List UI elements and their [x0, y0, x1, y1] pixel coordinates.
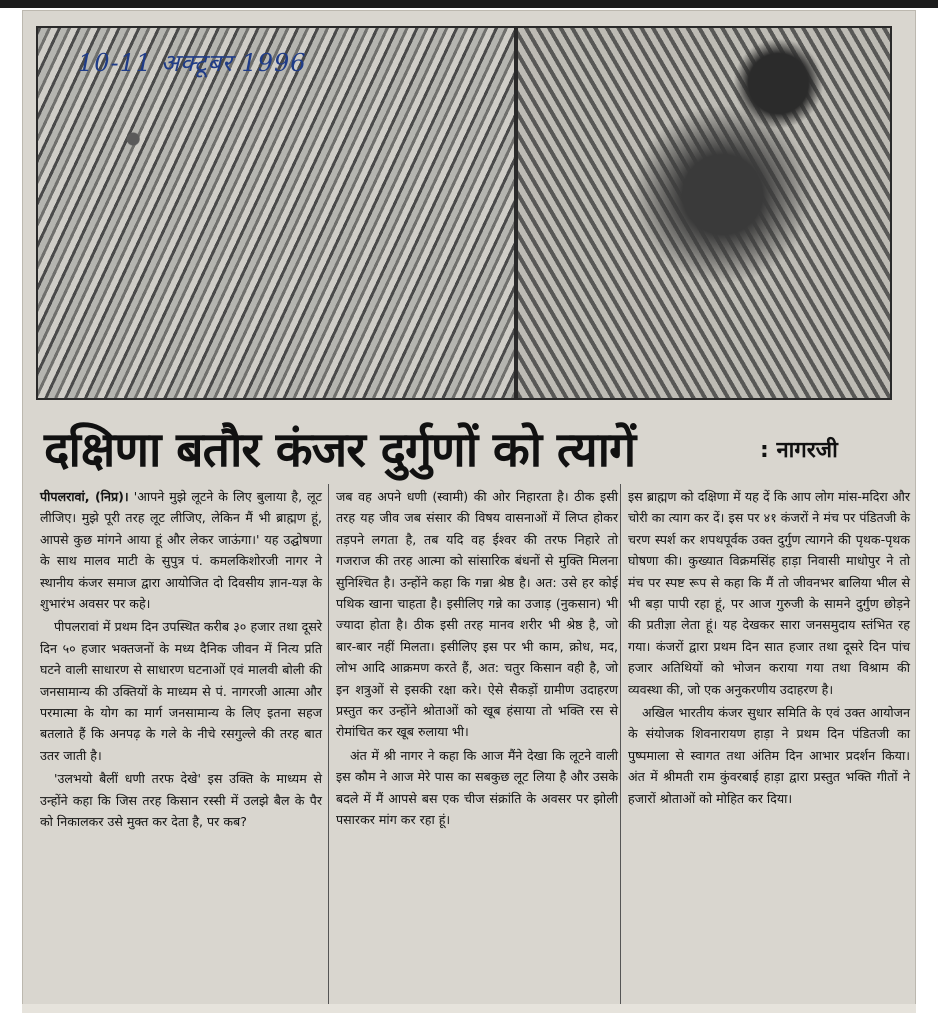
paragraph [40, 486, 322, 614]
newspaper-clipping [22, 10, 916, 1013]
paragraph: इस ब्राह्मण को दक्षिणा में यह दें कि आप लोग मांस-मदिरा और चोरी का त्याग कर दें। इस पर ४१ कंजरों ने मंच पर पंडितजी के चरण स्पर्श कर शपथपूर्वक उक्त दुर्गुण त्यागने की पृथक-पृथक घोषणा की। कुख्यात विक्रमसिंह हाड़ा निवासी माधोपुर ने तो मंच पर स्पष्ट रूप से कहा कि मैं तो जीवनभर बालिया भील से भी बड़ा पापी रहा हूं, पर आज गुरुजी के सामने दुर्गुण छोड़ने की प्रतीज्ञा लेता हूं। यह देखकर सारा जनसमुदाय स्तंभित रह गया। कंजरों द्वारा प्रथम दिन सात हजार तथा दूसरे दिन पांच हजार अतिथियों को भोजन कराया गया तथा विश्राम की व्यवस्था की, जो एक अनुकरणीय उदाहरण है। [628, 489, 910, 697]
speaker-photo [516, 26, 892, 400]
headline: दक्षिणा बतौर कंजर दुर्गुणों को त्यागें [44, 422, 636, 478]
paragraph: 'उलभयो बैलीं धणी तरफ देखे' इस उक्ति के माध्यम से उन्होंने कहा कि जिस तरह किसान रस्सी में उलझे बैल के पैर को निकालकर उसे मुक्त कर देता है, पर कब? [40, 771, 322, 830]
dateline: पीपलरावां, (निप्र)। [40, 489, 129, 504]
column-divider [328, 484, 329, 1004]
article-column-2 [336, 486, 618, 833]
paragraph: अंत में श्री नागर ने कहा कि आज मैंने देखा कि लूटने वाली इस कौम ने आज मेरे पास का सबकुछ लूट लिया है और उसके बदले में मैं आपसे बस एक चीज संक्रांति के अवसर पर झोली पसारकर मांग कर रहा हूं। [336, 747, 618, 828]
crowd-photo [36, 26, 516, 400]
byline: : नागरजी [760, 438, 838, 463]
article-column-3 [628, 486, 910, 811]
paragraph-text: 'आपने मुझे लूटने के लिए बुलाया है, लूट लीजिए। मुझे पूरी तरह लूट लीजिए, लेकिन मैं भी ब्राह्मण हूं, आपसे कुछ मांगने आया हूं और लेकर जाऊंगा।' यह उद्घोषणा के साथ मालव माटी के सुपुत्र पं. कमलकिशोरजी नागर ने स्थानीय कंजर समाज द्वारा आयोजित दो दिवसीय ज्ञान-यज्ञ के शुभारंभ अवसर पर कहे। [40, 489, 323, 612]
paragraph: अखिल भारतीय कंजर सुधार समिति के एवं उक्त आयोजन के संयोजक शिवनारायण हाड़ा ने प्रथम दिन पंडितजी का पुष्पमाला से स्वागत तथा अंतिम दिन आभार प्रदर्शन किया। अंत में श्रीमती राम कुंवरबाई हाड़ा द्वारा प्रस्तुत भक्ति गीतों ने हजारों श्रोताओं को मोहित कर दिया। [628, 705, 910, 806]
scan-top-edge [0, 0, 938, 8]
clipping-bottom-edge [22, 1004, 916, 1013]
paragraph: पीपलरावां में प्रथम दिन उपस्थित करीब ३० हजार तथा दूसरे दिन ५० हजार भक्तजनों के मध्य दैनिक जीवन में नित्य प्रति घटने वाली साधारण से साधारण घटनाओं एवं मालवी बोली की जनसामान्य की उक्तियों के माध्यम से पं. नागरजी आत्मा और परमात्मा के योग का मार्ग जनसामान्य के लिए इतना सहज बतलाते हैं कि अनपढ़ के गले के नीचे रसगुल्ले की तरह बात उतर जाती है। [40, 619, 322, 763]
handwritten-date: 10-11 अक्टूबर 1996 [78, 49, 307, 77]
column-divider [620, 484, 621, 1004]
paragraph: जब वह अपने धणी (स्वामी) की ओर निहारता है। ठीक इसी तरह यह जीव जब संसार की विषय वासनाओं में लिप्त होकर तड़पने लगता है, तब यदि वह ईश्वर की तरफ निहारे तो गजराज की तरह आत्मा को सांसारिक बंधनों से मुक्ति मिलना सुनिश्चित है। उन्होंने कहा कि गन्ना श्रेष्ठ है। अत: उसे हर कोई पथिक खाना चाहता है। इसीलिए गन्ने का उजाड़ (नुकसान) भी ज्यादा होता है। ठीक इसी तरह मानव शरीर भी श्रेष्ठ है, जो बार-बार नहीं मिलता। इसीलिए इस पर भी काम, क्रोध, मद, लोभ आदि आक्रमण करते हैं, अत: चतुर किसान वही है, जो इन शत्रुओं से इसकी रक्षा करे। ऐसे सैकड़ों ग्रामीण उदाहरण प्रस्तुत कर उन्होंने श्रोताओं को खूब हंसाया तो भक्ति रस से रोमांचित कर खूब रुलाया भी। [336, 489, 618, 740]
article-column-1 [40, 486, 322, 835]
